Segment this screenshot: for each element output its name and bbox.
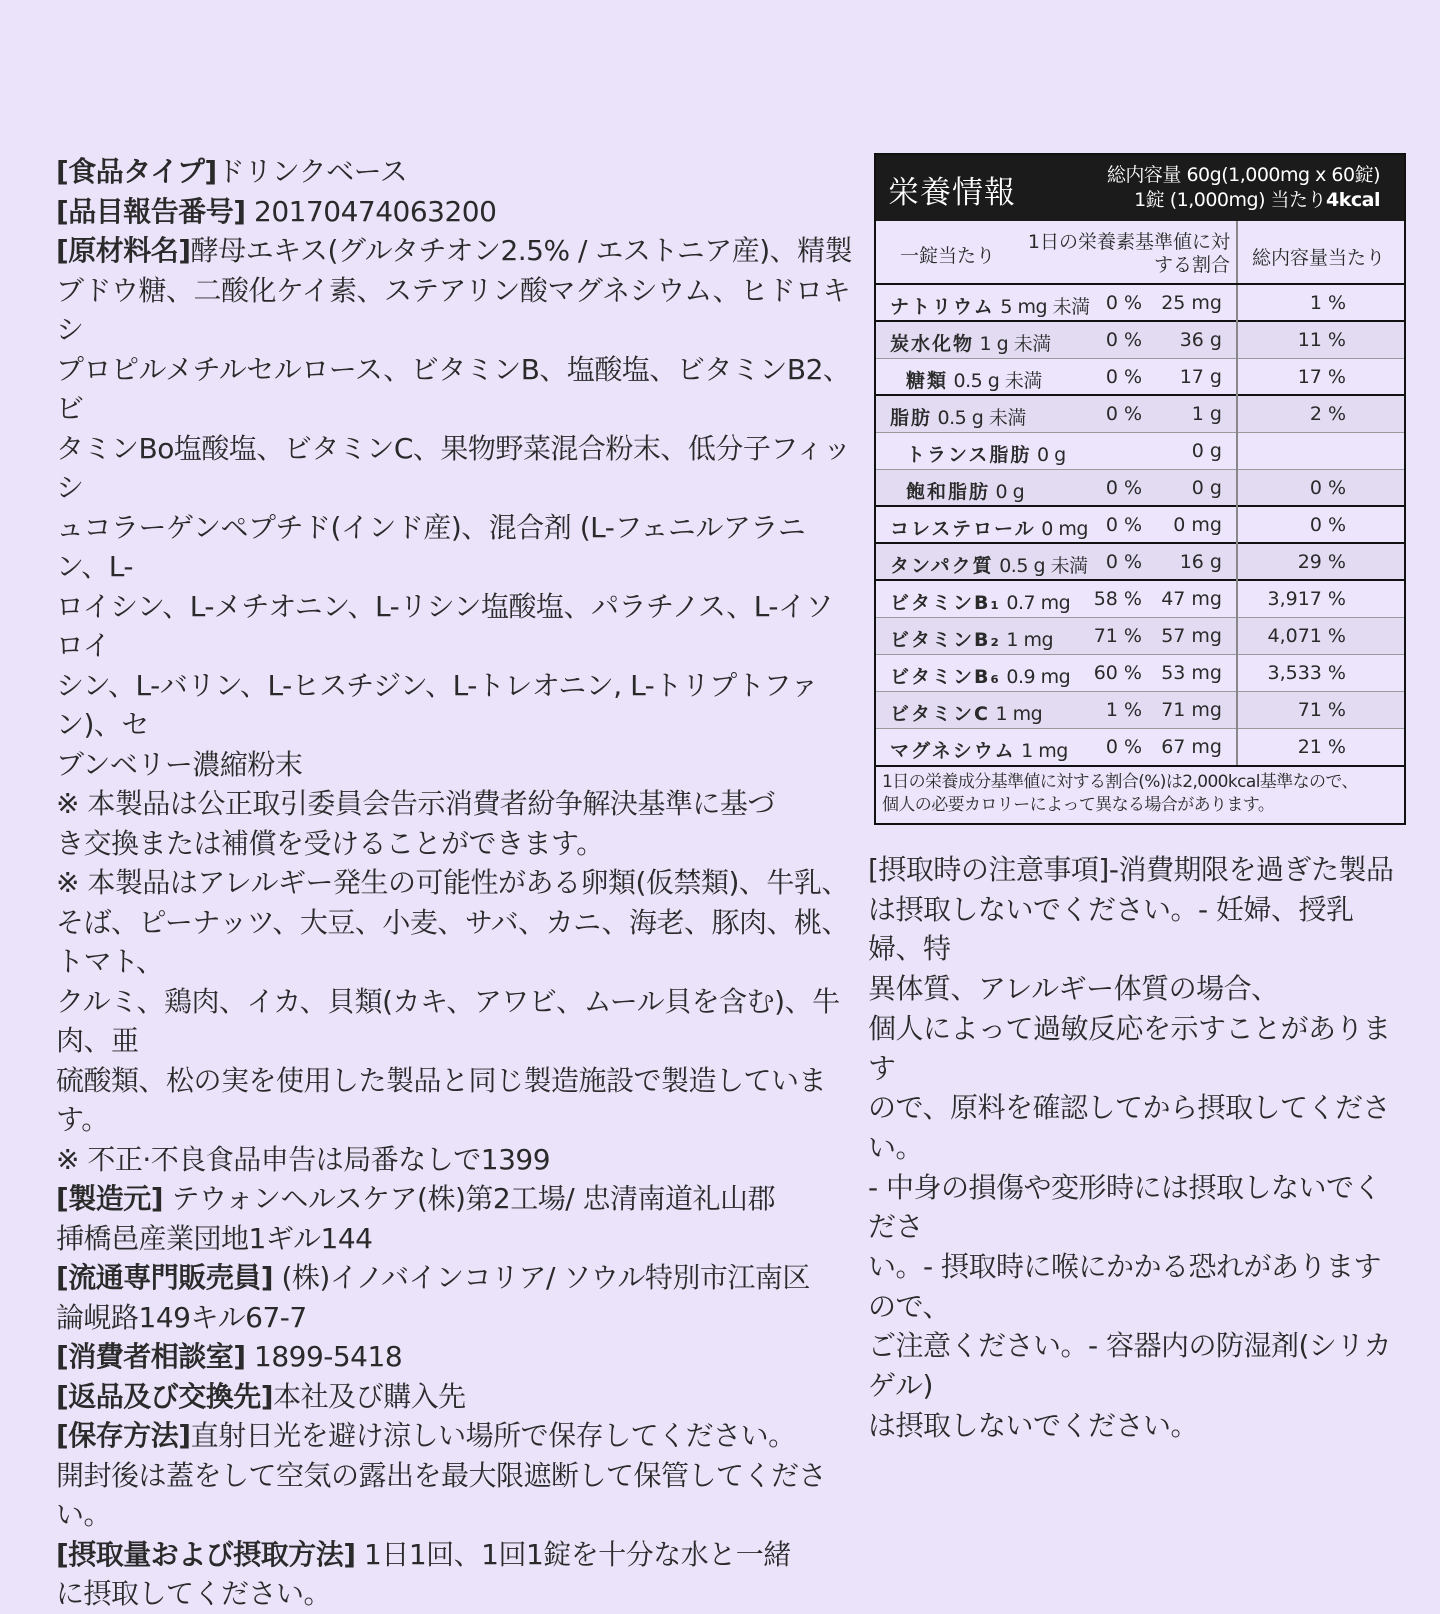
caution-line: ので、原料を確認してから摂取してください。 bbox=[868, 1091, 1390, 1164]
nutrient-name: 糖類 0.5 g 未満 bbox=[906, 370, 1042, 392]
total-content: 総内容量 60g(1,000mg x 60錠) bbox=[1106, 164, 1380, 186]
nutrient-total-pct: 29 % bbox=[1297, 551, 1346, 573]
caution-line: 個人によって過敏反応を示すことがあります bbox=[868, 1011, 1391, 1085]
nutrient-total-pct: 3,917 % bbox=[1267, 588, 1346, 610]
ingredients-line: [原材料名]酵母エキス(グルタチオン2.5% / エストニア産)、精製 bbox=[56, 234, 853, 267]
nutrient-total-amount: 47 mg bbox=[1161, 588, 1222, 610]
nutrient-row bbox=[876, 322, 1404, 359]
nutrient-daily-pct: 0 % bbox=[1105, 736, 1142, 758]
column-divider bbox=[1236, 221, 1238, 283]
intake-method: [摂取量および摂取方法] 1日1回、1回1錠を十分な水と一緒 bbox=[56, 1537, 791, 1571]
caution-line: ご注意ください。- 容器内の防湿剤(シリカゲル) bbox=[868, 1329, 1392, 1403]
nutrient-name: ビタミンC 1 mg bbox=[890, 703, 1043, 725]
nutrient-row bbox=[876, 544, 1404, 581]
nutrient-name: ビタミンB₂ 1 mg bbox=[890, 629, 1054, 651]
distributor-address: 論峴路149キル67-7 bbox=[56, 1300, 307, 1334]
nutrient-total-pct: 71 % bbox=[1297, 699, 1346, 721]
product-info bbox=[56, 152, 856, 1614]
nutrient-row bbox=[876, 359, 1404, 396]
nutrition-serving bbox=[1107, 163, 1380, 213]
nutrition-panel bbox=[874, 153, 1406, 825]
nutrition-rows bbox=[876, 285, 1404, 766]
nutrient-name: 飽和脂肪 0 g bbox=[906, 481, 1025, 503]
nutrient-row bbox=[876, 470, 1404, 507]
nutrition-column-header bbox=[876, 221, 1404, 285]
nutrient-total-amount: 67 mg bbox=[1161, 736, 1222, 758]
exchange-note: ※ 本製品は公正取引委員会告示消費者紛争解決基準に基づ bbox=[56, 787, 775, 820]
exchange-note: き交換または補償を受けることができます。 bbox=[56, 826, 604, 860]
caution-line: 異体質、アレルギー体質の場合、 bbox=[868, 972, 1279, 1006]
nutrient-daily-pct: 0 % bbox=[1105, 292, 1142, 314]
nutrient-daily-pct: 60 % bbox=[1093, 662, 1142, 684]
nutrient-row bbox=[876, 618, 1404, 655]
report-number: [品目報告番号] 20170474063200 bbox=[56, 194, 497, 228]
nutrient-daily-pct: 0 % bbox=[1105, 551, 1142, 573]
nutrient-name: コレステロール 0 mg bbox=[890, 518, 1088, 540]
nutrient-total-pct: 17 % bbox=[1297, 366, 1346, 388]
nutrient-daily-pct: 0 % bbox=[1105, 477, 1142, 499]
nutrient-daily-pct: 71 % bbox=[1093, 625, 1142, 647]
nutrient-name: ビタミンB₁ 0.7 mg bbox=[890, 592, 1071, 614]
nutrient-name: タンパク質 0.5 g 未満 bbox=[890, 555, 1088, 577]
nutrient-name: トランス脂肪 0 g bbox=[906, 444, 1066, 466]
nutrient-total-pct: 0 % bbox=[1309, 477, 1346, 499]
nutrient-row bbox=[876, 396, 1404, 433]
nutrient-name: ビタミンB₆ 0.9 mg bbox=[890, 666, 1071, 688]
nutrient-total-amount: 71 mg bbox=[1161, 699, 1222, 721]
cautions-label: [摂取時の注意事項] bbox=[868, 853, 1109, 886]
nutrient-total-pct: 2 % bbox=[1309, 403, 1346, 425]
nutrient-row bbox=[876, 285, 1404, 322]
ingredients-line: シン、L-バリン、L-ヒスチジン、L-トレオニン, L-トリプトファン)、セ bbox=[56, 668, 818, 741]
storage-method: [保存方法]直射日光を避け涼しい場所で保存してください。 bbox=[56, 1419, 796, 1452]
allergy-note: 硫酸類、松の実を使用した製品と同じ製造施設で製造しています。 bbox=[56, 1063, 827, 1136]
caution-line: い。- 摂取時に喉にかかる恐れがありますので、 bbox=[868, 1250, 1382, 1323]
ingredients-line: ュコラーゲンペプチド(インド産)、混合剤 (L-フェニルアラニン、L- bbox=[56, 510, 806, 583]
intake-cautions: [摂取時の注意事項]-消費期限を過ぎた製品 は摂取しないでください。- 妊婦、授乳婦、特 異体質、アレルギー体質の場合、 個人によって過敏反応を示すことがあります ので、原料を確認してから摂取してください。 - 中身の損傷や変形時には摂取しないでくださ い。- 摂取時に喉にかかる恐れがありますので、 ご注意ください。- 容器内の防湿剤(シリカゲル) は摂取しないでください。 bbox=[868, 850, 1408, 1446]
food-type: [食品タイプ]ドリンクベース bbox=[56, 155, 408, 188]
distributor: [流通専門販売員] (株)イノバインコリア/ ソウル特別市江南区 bbox=[56, 1261, 810, 1294]
intake-method-line: に摂取してください。 bbox=[56, 1577, 332, 1610]
ingredients-line: ブドウ糖、二酸化ケイ素、ステアリン酸マグネシウム、ヒドロキシ bbox=[56, 273, 851, 346]
nutrient-total-amount: 16 g bbox=[1179, 551, 1222, 573]
nutrient-total-pct: 0 % bbox=[1309, 514, 1346, 536]
nutrient-total-amount: 36 g bbox=[1179, 329, 1222, 351]
nutrient-name: 炭水化物 1 g 未満 bbox=[890, 333, 1051, 355]
per-tablet: 1錠 (1,000mg) 当たり4kcal bbox=[1134, 189, 1380, 211]
storage-method-line: 開封後は蓋をして空気の露出を最大限遮断して保管してください。 bbox=[56, 1458, 827, 1531]
report-note: ※ 不正·不良食品申告は局番なしで1399 bbox=[56, 1142, 551, 1176]
ingredients-line: ブンベリー濃縮粉末 bbox=[56, 747, 303, 781]
allergy-note: そば、ピーナッツ、大豆、小麦、サバ、カニ、海老、豚肉、桃、トマト、 bbox=[56, 905, 850, 978]
ingredients-line: プロピルメチルセルロース、ビタミンB、塩酸塩、ビタミンB2、ビ bbox=[56, 352, 851, 425]
nutrient-row bbox=[876, 581, 1404, 618]
nutrient-total-pct: 21 % bbox=[1297, 736, 1346, 758]
nutrient-daily-pct: 0 % bbox=[1105, 329, 1142, 351]
allergy-note: ※ 本製品はアレルギー発生の可能性がある卵類(仮禁類)、牛乳、 bbox=[56, 866, 849, 899]
allergy-note: クルミ、鶏肉、イカ、貝類(カキ、アワビ、ムール貝を含む)、牛肉、亜 bbox=[56, 984, 840, 1057]
nutrient-total-amount: 0 g bbox=[1191, 440, 1222, 462]
nutrient-total-amount: 57 mg bbox=[1161, 625, 1222, 647]
nutrient-total-pct: 3,533 % bbox=[1267, 662, 1346, 684]
nutrient-total-amount: 17 g bbox=[1179, 366, 1222, 388]
nutrient-total-amount: 0 mg bbox=[1173, 514, 1222, 536]
nutrient-total-pct: 11 % bbox=[1297, 329, 1346, 351]
nutrient-total-pct: 4,071 % bbox=[1267, 625, 1346, 647]
nutrient-total-pct: 1 % bbox=[1309, 292, 1346, 314]
nutrient-row bbox=[876, 507, 1404, 544]
nutrition-header bbox=[876, 155, 1404, 221]
caution-line: は摂取しないでください。- 妊婦、授乳婦、特 bbox=[868, 892, 1354, 966]
col-per-tablet: 一錠当たり bbox=[900, 245, 996, 267]
nutrient-row bbox=[876, 692, 1404, 729]
ingredients-line: タミンBo塩酸塩、ビタミンC、果物野菜混合粉末、低分子フィッシ bbox=[56, 431, 851, 504]
nutrient-daily-pct: 0 % bbox=[1105, 366, 1142, 388]
ingredients-line: ロイシン、L-メチオニン、L-リシン塩酸塩、パラチノス、L-イソロイ bbox=[56, 589, 833, 662]
col-daily-value: 1日の栄養素基準値に対 する割合 bbox=[1027, 231, 1230, 276]
nutrient-name: 脂肪 0.5 g 未満 bbox=[890, 407, 1026, 429]
nutrient-total-amount: 1 g bbox=[1191, 403, 1222, 425]
returns-exchange: [返品及び交換先]本社及び購入先 bbox=[56, 1379, 466, 1413]
caution-line: は摂取しないでください。 bbox=[868, 1408, 1199, 1442]
nutrient-row bbox=[876, 655, 1404, 692]
consumer-consult: [消費者相談室] 1899-5418 bbox=[56, 1340, 403, 1373]
nutrient-name: マグネシウム 1 mg bbox=[890, 740, 1068, 762]
maker-address: 挿橋邑産業団地1ギル144 bbox=[56, 1221, 373, 1255]
nutrient-daily-pct: 0 % bbox=[1105, 403, 1142, 425]
col-total: 総内容量当たり bbox=[1252, 247, 1386, 269]
nutrient-daily-pct: 1 % bbox=[1105, 699, 1142, 721]
nutrient-row bbox=[876, 729, 1404, 766]
caution-line: - 中身の損傷や変形時には摂取しないでくださ bbox=[868, 1170, 1382, 1244]
maker: [製造元] テウォンヘルスケア(株)第2工場/ 忠清南道礼山郡 bbox=[56, 1182, 776, 1215]
column-divider bbox=[1236, 285, 1238, 766]
nutrient-total-amount: 0 g bbox=[1191, 477, 1222, 499]
nutrient-total-amount: 53 mg bbox=[1161, 662, 1222, 684]
nutrient-row bbox=[876, 433, 1404, 470]
nutrient-daily-pct: 58 % bbox=[1093, 588, 1142, 610]
nutrient-daily-pct: 0 % bbox=[1105, 514, 1142, 536]
nutrition-footnote: 1日の栄養成分基準値に対する割合(%)は2,000kcal基準なので、 個人の必要カロリーによって異なる場合があります。 bbox=[876, 765, 1404, 823]
nutrient-name: ナトリウム 5 mg 未満 bbox=[890, 296, 1090, 318]
nutrient-total-amount: 25 mg bbox=[1161, 292, 1222, 314]
nutrition-title: 栄養情報 bbox=[888, 175, 1016, 211]
